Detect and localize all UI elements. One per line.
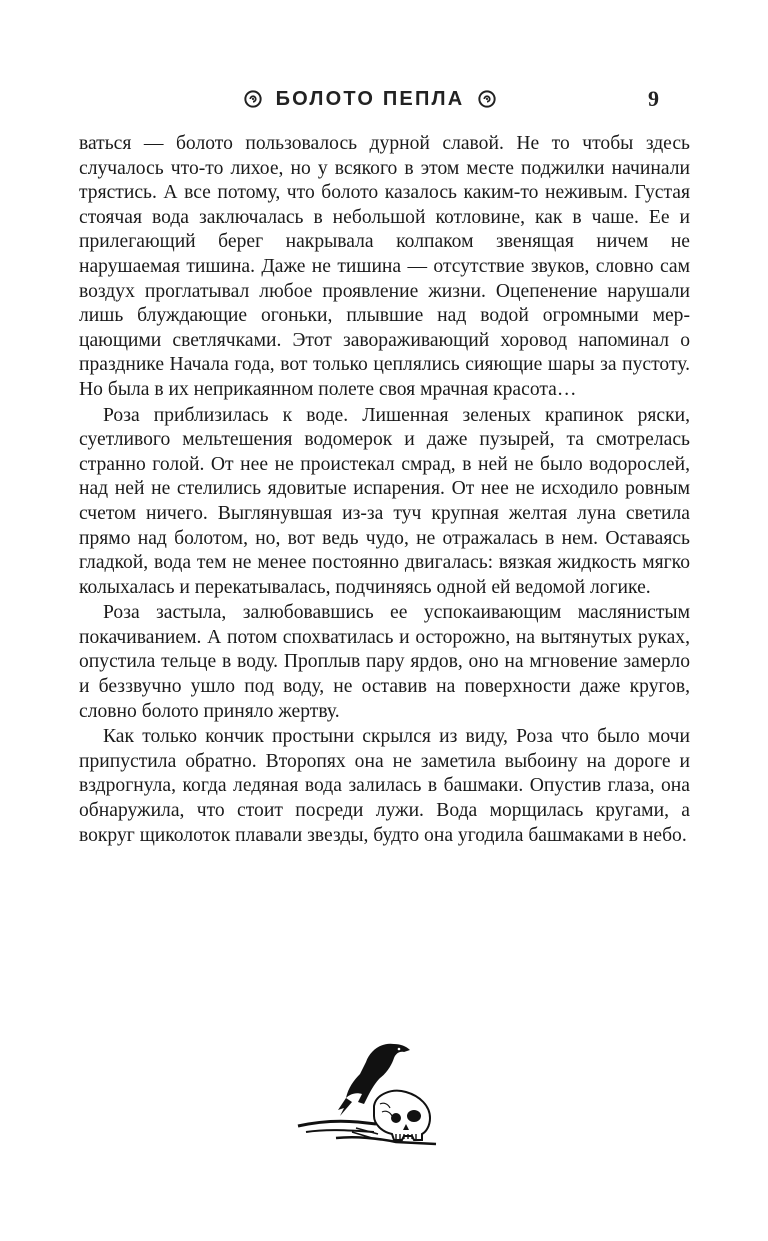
page-number: 9 <box>648 86 659 111</box>
spiral-ornament-icon <box>244 90 262 108</box>
spiral-ornament-icon <box>478 90 496 108</box>
paragraph: Роза застыла, залюбовавшись ее успокаивающим маслянистым покачиванием. А потом спохватилась и осторожно, на вытянутых руках, опустила тельце в воду. Проплыв пару ярдов, оно на мгновение замерло и беззвучно ушло под воду, не оставив на поверхности даже кругов, словно болото приняло жертву. <box>79 602 690 722</box>
page-header <box>0 84 768 114</box>
paragraph: ваться — болото пользовалось дурной славой. Не то чтобы здесь случалось что-то лихое, но у всякого в этом месте поджилки начинали трястись. А все потому, что болото казалось каким-то неживым. Густая стоячая вода заключалась в небольшой котловине, как в чаше. Ее и прилегающий берег накрывала колпаком звенящая ничем не нарушаемая тишина. Даже не тишина — отсутствие звуков, словно сам воздух проглатывал любое проявление жизни. Оцепенение нарушали лишь блуждающие огоньки, плывшие над водой огромными мерцающими светлячками. Этот завораживающий хоровод напоминал о празднике Начала года, вот только цеплялись сияющие шары за пустоту. Но была в их неприкаянном полете своя мрачная красота… <box>79 133 690 400</box>
running-title-text: БОЛОТО ПЕПЛА <box>275 87 465 110</box>
body-text <box>79 132 690 848</box>
raven-on-skull-icon <box>296 1032 446 1148</box>
paragraph: Роза приблизилась к воде. Лишенная зеленых крапинок ряски, суетливого мельтешения водомерок и даже пузырей, та смотрелась странно голой. От нее не проистекал смрад, в ней не было водорослей, над ней не стелились ядовитые испарения. От нее не исходило ровным счетом ничего. Выглянувшая из-за туч крупная желтая луна светила прямо над болотом, но, вот ведь чудо, не отражалась в нем. Оставаясь гладкой, вода тем не менее постоянно двигалась: вязкая жидкость мягко колыхалась и перекатывалась, подчиняясь одной ей ведомой логике. <box>79 404 690 598</box>
running-title <box>244 84 496 114</box>
paragraph: Как только кончик простыни скрылся из виду, Роза что было мочи припустила обратно. Второпях она не заметила выбоину на дороге и вздрогнула, когда ледяная вода залилась в башмаки. Опустив глаза, она обнаружила, что стоит посреди лужи. Вода морщилась кругами, а вокруг щиколоток плавали звезды, будто она угодила башмаками в небо. <box>79 726 690 846</box>
